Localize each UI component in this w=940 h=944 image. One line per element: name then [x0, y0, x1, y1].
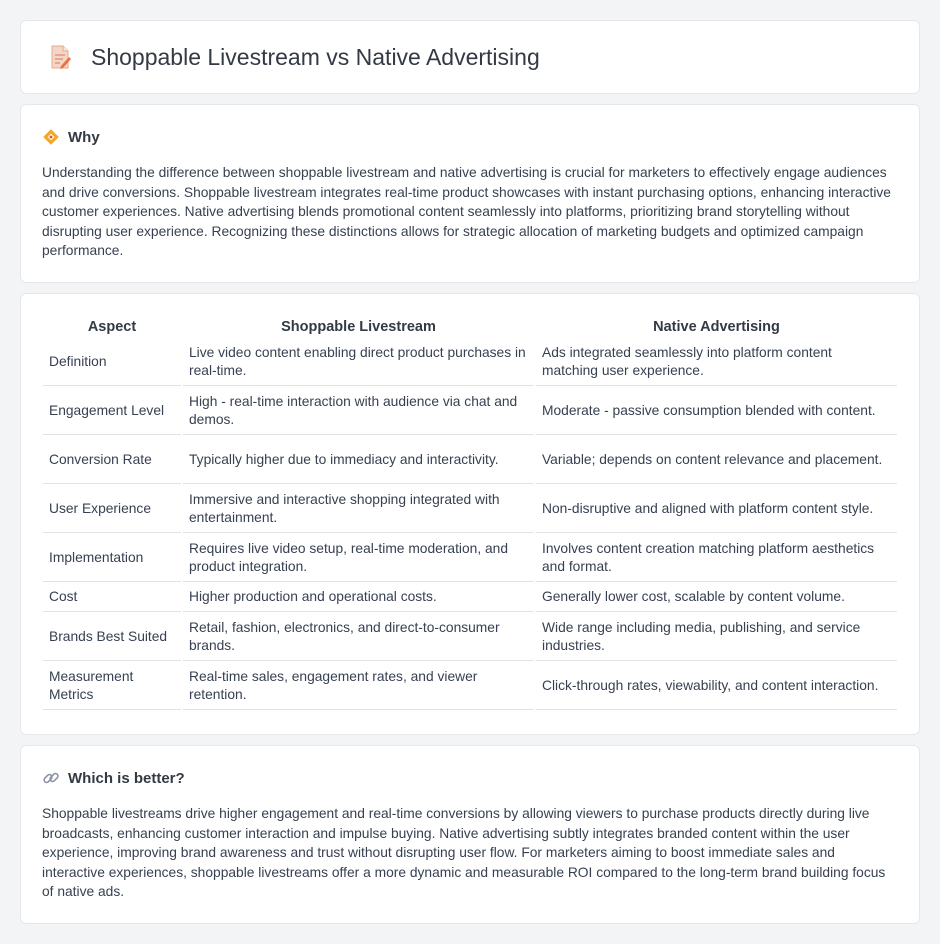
table-row	[43, 387, 897, 435]
table-row	[43, 436, 897, 484]
better-paragraph: Shoppable livestreams drive higher engagement and real-time conversions by allowing viewers to purchase products directly during live broadcasts, enhancing customer interaction and impulse buying. Native advertising subtly integrates branded content within the user experience, improving brand awareness and trust without disrupting user flow. For marketers aiming to boost immediate sales and interactive experiences, shoppable livestreams offer a more dynamic and measurable ROI compared to the long-term brand building focus of native ads.	[42, 806, 886, 900]
livestream-cell: High - real-time interaction with audience via chat and demos.	[183, 387, 534, 435]
why-title: Why	[68, 128, 100, 146]
livestream-cell: Typically higher due to immediacy and interactivity.	[183, 436, 534, 484]
which-is-better-section	[20, 745, 920, 924]
table-row	[43, 338, 897, 386]
header-aspect: Aspect	[87, 319, 137, 335]
native-cell: Involves content creation matching platform aesthetics and format.	[536, 534, 897, 582]
native-cell: Variable; depends on content relevance and placement.	[536, 436, 897, 484]
comparison-card	[20, 293, 920, 735]
native-cell: Generally lower cost, scalable by content volume.	[536, 583, 897, 612]
better-title: Which is better?	[68, 769, 185, 787]
livestream-cell: Immersive and interactive shopping integrated with entertainment.	[183, 485, 534, 533]
livestream-cell: Live video content enabling direct product purchases in real-time.	[183, 338, 534, 386]
native-cell: Moderate - passive consumption blended with content.	[536, 387, 897, 435]
aspect-cell: Measurement Metrics	[43, 662, 181, 710]
better-heading	[42, 768, 898, 788]
aspect-cell: Cost	[43, 583, 181, 612]
title-card	[20, 20, 920, 94]
header-shoppable-livestream: Shoppable Livestream	[281, 319, 436, 335]
comparison-table	[41, 314, 899, 711]
aspect-cell: User Experience	[43, 485, 181, 533]
link-icon	[42, 769, 60, 787]
table-row	[43, 583, 897, 612]
livestream-cell: Real-time sales, engagement rates, and viewer retention.	[183, 662, 534, 710]
why-heading	[42, 127, 898, 147]
table-row	[43, 662, 897, 710]
document-icon	[47, 44, 73, 70]
table-row	[43, 534, 897, 582]
native-cell: Click-through rates, viewability, and content interaction.	[536, 662, 897, 710]
native-cell: Non-disruptive and aligned with platform content style.	[536, 485, 897, 533]
aspect-cell: Definition	[43, 338, 181, 386]
table-row	[43, 485, 897, 533]
livestream-cell: Requires live video setup, real-time moderation, and product integration.	[183, 534, 534, 582]
aspect-cell: Brands Best Suited	[43, 613, 181, 661]
why-paragraph: Understanding the difference between shoppable livestream and native advertising is crucial for marketers to effectively engage audiences and drive conversions. Shoppable livestream integrates real-time product showcases with instant purchasing options, enhancing interactive customer experiences. Native advertising blends promotional content seamlessly into platforms, prioritizing brand storytelling without disrupting user experience. Recognizing these distinctions allows for strategic allocation of marketing budgets and optimized campaign performance.	[42, 165, 891, 259]
diamond-icon	[42, 128, 60, 146]
aspect-cell: Engagement Level	[43, 387, 181, 435]
why-section	[20, 104, 920, 283]
table-header-row	[43, 315, 897, 337]
aspect-cell: Conversion Rate	[43, 436, 181, 484]
aspect-cell: Implementation	[43, 534, 181, 582]
native-cell: Ads integrated seamlessly into platform content matching user experience.	[536, 338, 897, 386]
livestream-cell: Retail, fashion, electronics, and direct-to-consumer brands.	[183, 613, 534, 661]
table-row	[43, 613, 897, 661]
native-cell: Wide range including media, publishing, and service industries.	[536, 613, 897, 661]
header-native-advertising: Native Advertising	[653, 319, 780, 335]
page-title: Shoppable Livestream vs Native Advertising	[91, 43, 540, 70]
livestream-cell: Higher production and operational costs.	[183, 583, 534, 612]
